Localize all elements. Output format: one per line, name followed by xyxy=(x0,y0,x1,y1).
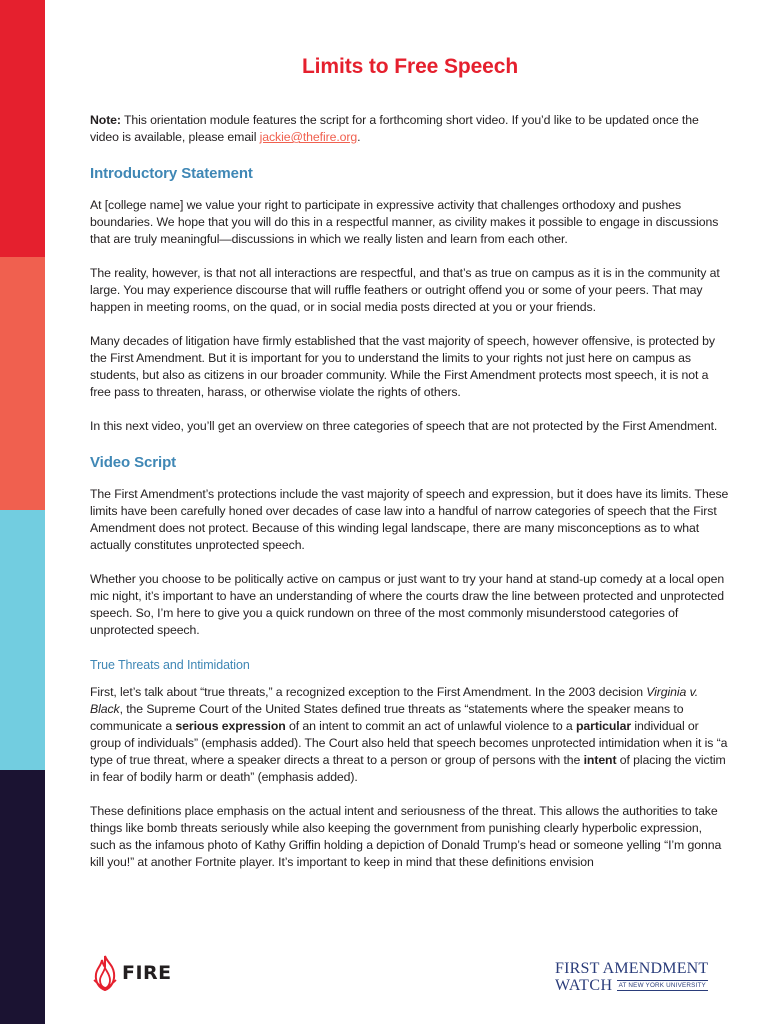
case-name: Virginia v. Black xyxy=(90,685,699,716)
page-title: Limits to Free Speech xyxy=(301,55,519,78)
faw-logo-nyu: AT NEW YORK UNIVERSITY xyxy=(618,982,706,989)
threats-paragraph-1: First, let’s talk about “true threats,” a recognized exception to the First Amendment. In the 2003 decision Virginia v. Black, the Supreme Court of the United States defined true threats as “statements where the speaker means to communicate a serious expression of an intent to commit an act of unlawful violence to a particular individual or group of individuals” (emphasis added). The Court also held that speech becomes unprotected intimidation when it is “a type of true threat, where a speaker directs a threat to a person or group of persons with the intent of placing the victim in fear of bodily harm or death” (emphasis added). xyxy=(90,685,728,784)
emphasis-particular: particular xyxy=(575,719,632,733)
side-stripe-red xyxy=(0,0,45,257)
side-stripe-sky xyxy=(0,510,45,770)
intro-paragraph-1: At [college name] we value your right to participate in expressive activity that challenges orthodoxy and pushes boundaries. We hope that you will do this in a respectful manner, as civility makes it possible to engage in discussions that are truly meaningful—discussions in which we really listen and learn from each other. xyxy=(90,198,719,246)
note-paragraph: Note: This orientation module features the script for a forthcoming short video. If you’d like to be updated once the video is available, please email jackie@thefire.org. xyxy=(90,113,699,144)
side-stripe-coral xyxy=(0,257,45,510)
faw-logo-line-1: FIRST AMENDMENT xyxy=(555,960,709,977)
threats-paragraph-2: These definitions place emphasis on the actual intent and seriousness of the threat. This allows the authorities to take things like bomb threats seriously while also keeping the government from punishing clearly hyperbolic expression, such as the infamous photo of Kathy Griffin holding a depiction of Donald Trump’s head or someone yelling “I’m gonna kill you!” at another Fortnite player. It’s important to keep in mind that these definitions envision xyxy=(90,804,722,869)
threats-subheading: True Threats and Intimidation xyxy=(90,658,250,672)
fire-logo xyxy=(92,953,172,993)
video-script-heading: Video Script xyxy=(90,454,177,471)
intro-paragraph-2: The reality, however, is that not all interactions are respectful, and that’s as true on campus as it is in the community at large. You may experience discourse that will ruffle feathers or outright offend you or some of your peers. That may happen in meeting rooms, on the quad, or in social media posts directed at you or your friends. xyxy=(90,266,720,314)
note-text: This orientation module features the script for a forthcoming short video. If you’d like to be updated once the video is available, please email xyxy=(90,113,699,144)
side-stripe-navy xyxy=(0,770,45,1024)
first-amendment-watch-logo xyxy=(555,960,720,994)
intro-heading: Introductory Statement xyxy=(90,165,253,182)
flame-icon xyxy=(92,954,118,992)
script-paragraph-1: The First Amendment’s protections include the vast majority of speech and expression, but it does have its limits. These limits have been carefully honed over decades of case law into a handful of narrow categories of speech that the First Amendment does not protect. Because of this winding legal landscape, there are many misconceptions as to what actually constitutes unprotected speech. xyxy=(90,487,729,552)
document-body xyxy=(90,52,730,871)
script-paragraph-2: Whether you choose to be politically active on campus or just want to try your hand at stand-up comedy at a local open mic night, it’s important to have an understanding of where the courts draw the line between protected and unprotected speech. So, I’m here to give you a quick rundown on three of the most commonly misunderstood categories of unprotected speech. xyxy=(90,572,725,637)
faw-logo-line-2: WATCH xyxy=(555,977,613,994)
emphasis-intent: intent xyxy=(583,753,617,767)
email-link[interactable]: jackie@thefire.org xyxy=(259,130,358,144)
intro-paragraph-3: Many decades of litigation have firmly established that the vast majority of speech, however offensive, is protected by the First Amendment. But it is important for you to understand the limits to your rights not just here on campus as students, but also as citizens in our broader community. While the First Amendment protects most speech, it is not a free pass to threaten, harass, or otherwise violate the rights of others. xyxy=(90,334,715,399)
fire-logo-text: FIRE xyxy=(122,962,172,984)
emphasis-serious-expression: serious expression xyxy=(175,719,286,733)
intro-paragraph-4: In this next video, you’ll get an overview on three categories of speech that are not protected by the First Amendment. xyxy=(90,419,718,433)
note-label: Note: xyxy=(90,113,121,127)
